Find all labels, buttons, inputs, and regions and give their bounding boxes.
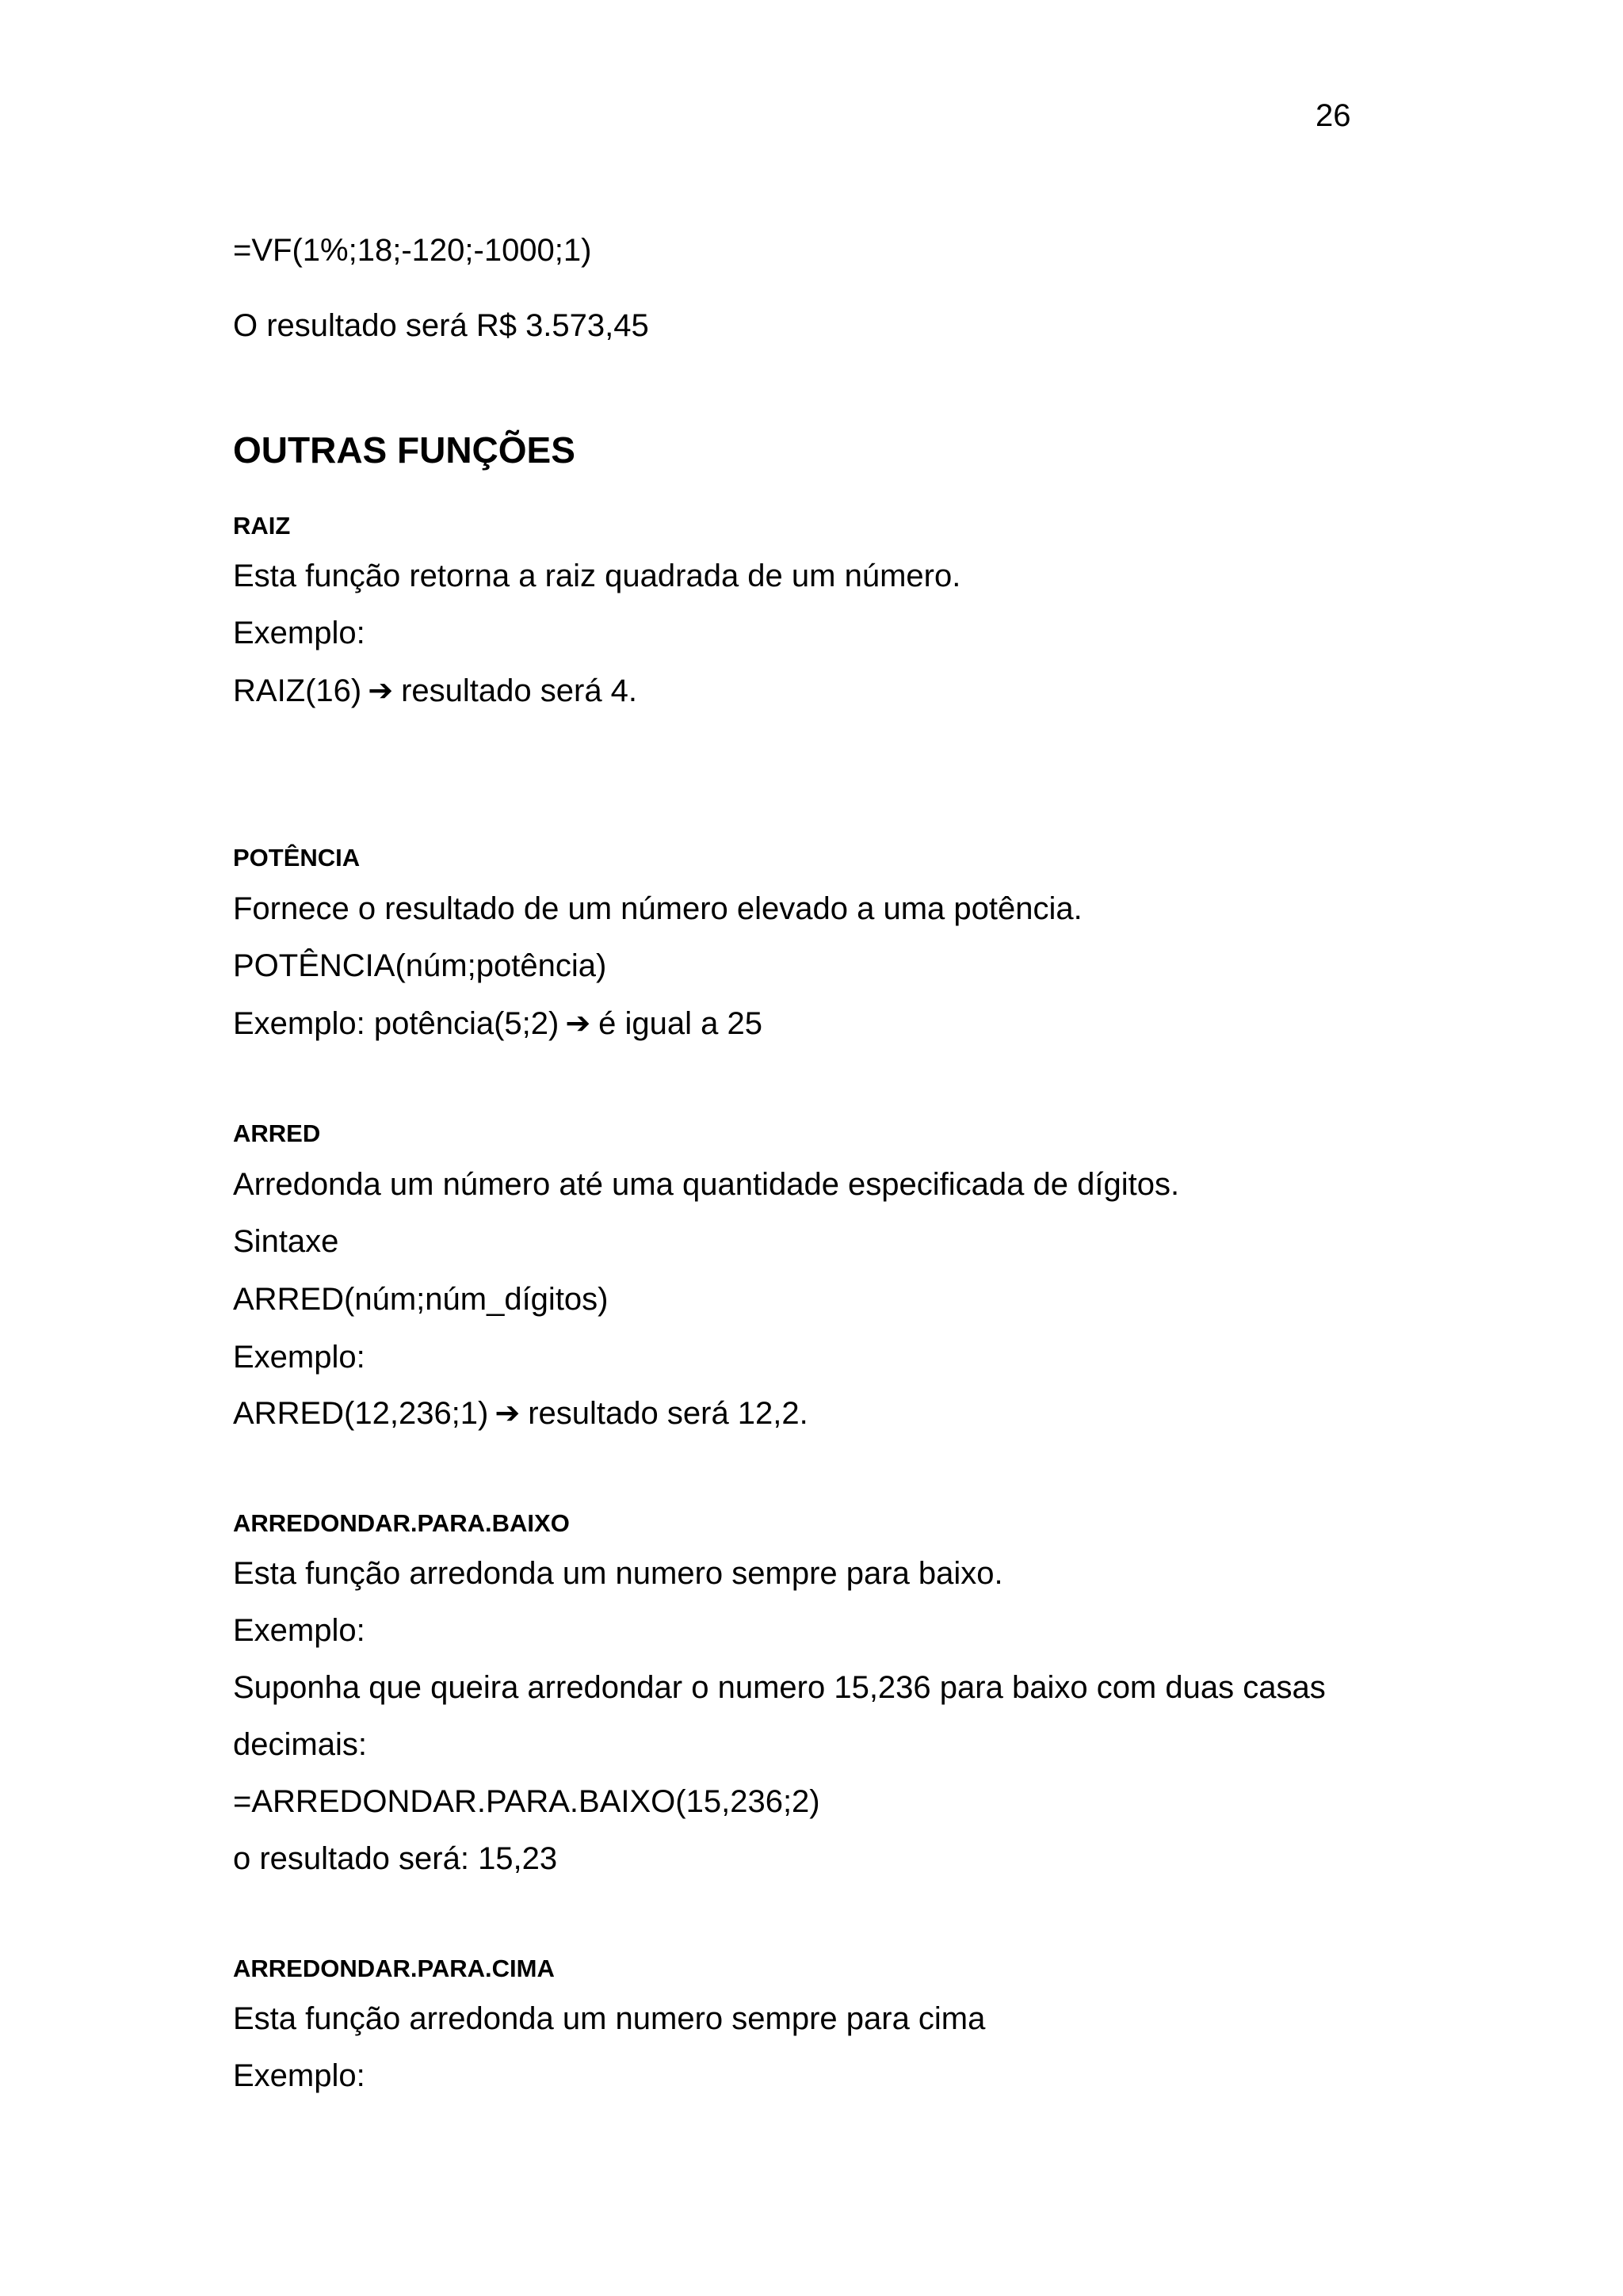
arredondar-baixo-example-text-2: decimais: — [233, 1727, 367, 1762]
intro-result: O resultado será R$ 3.573,45 — [233, 308, 649, 343]
raiz-example — [233, 672, 637, 710]
potencia-title: POTÊNCIA — [233, 844, 361, 871]
raiz-example-call: RAIZ(16) — [233, 673, 362, 708]
arredondar-baixo-example-text-1: Suponha que queira arredondar o numero 15,236 para baixo com duas casas — [233, 1670, 1326, 1705]
right-arrow-icon: ➔ — [565, 1005, 591, 1040]
potencia-description: Fornece o resultado de um número elevado a uma potência. — [233, 891, 1083, 926]
potencia-example — [233, 1005, 762, 1043]
arredondar-cima-title: ARREDONDAR.PARA.CIMA — [233, 1955, 555, 1982]
arredondar-baixo-example-label: Exemplo: — [233, 1613, 365, 1648]
arredondar-baixo-formula: =ARREDONDAR.PARA.BAIXO(15,236;2) — [233, 1784, 820, 1819]
raiz-title: RAIZ — [233, 512, 291, 540]
arredondar-baixo-title: ARREDONDAR.PARA.BAIXO — [233, 1509, 570, 1537]
arred-example-label: Exemplo: — [233, 1340, 365, 1375]
arred-example-call: ARRED(12,236;1) — [233, 1396, 489, 1431]
page-number: 26 — [1316, 98, 1351, 133]
potencia-example-result: é igual a 25 — [598, 1006, 763, 1041]
raiz-description: Esta função retorna a raiz quadrada de um número. — [233, 559, 961, 593]
right-arrow-icon: ➔ — [368, 673, 394, 707]
arredondar-cima-description: Esta função arredonda um numero sempre para cima — [233, 2001, 986, 2036]
arred-syntax: ARRED(núm;núm_dígitos) — [233, 1282, 609, 1317]
arred-description: Arredonda um número até uma quantidade especificada de dígitos. — [233, 1167, 1180, 1202]
intro-formula: =VF(1%;18;-120;-1000;1) — [233, 233, 592, 268]
arred-syntax-label: Sintaxe — [233, 1224, 339, 1259]
potencia-example-call: Exemplo: potência(5;2) — [233, 1006, 559, 1041]
raiz-example-result: resultado será 4. — [401, 673, 638, 708]
section-title: OUTRAS FUNÇÕES — [233, 429, 575, 471]
arred-title: ARRED — [233, 1119, 321, 1147]
arredondar-cima-example-label: Exemplo: — [233, 2058, 365, 2093]
potencia-syntax: POTÊNCIA(núm;potência) — [233, 948, 607, 983]
raiz-example-label: Exemplo: — [233, 616, 365, 650]
arredondar-baixo-result: o resultado será: 15,23 — [233, 1841, 558, 1876]
arred-example — [233, 1394, 808, 1432]
arredondar-baixo-description: Esta função arredonda um numero sempre para baixo. — [233, 1556, 1003, 1591]
arred-example-result: resultado será 12,2. — [528, 1396, 808, 1431]
right-arrow-icon: ➔ — [495, 1395, 521, 1430]
